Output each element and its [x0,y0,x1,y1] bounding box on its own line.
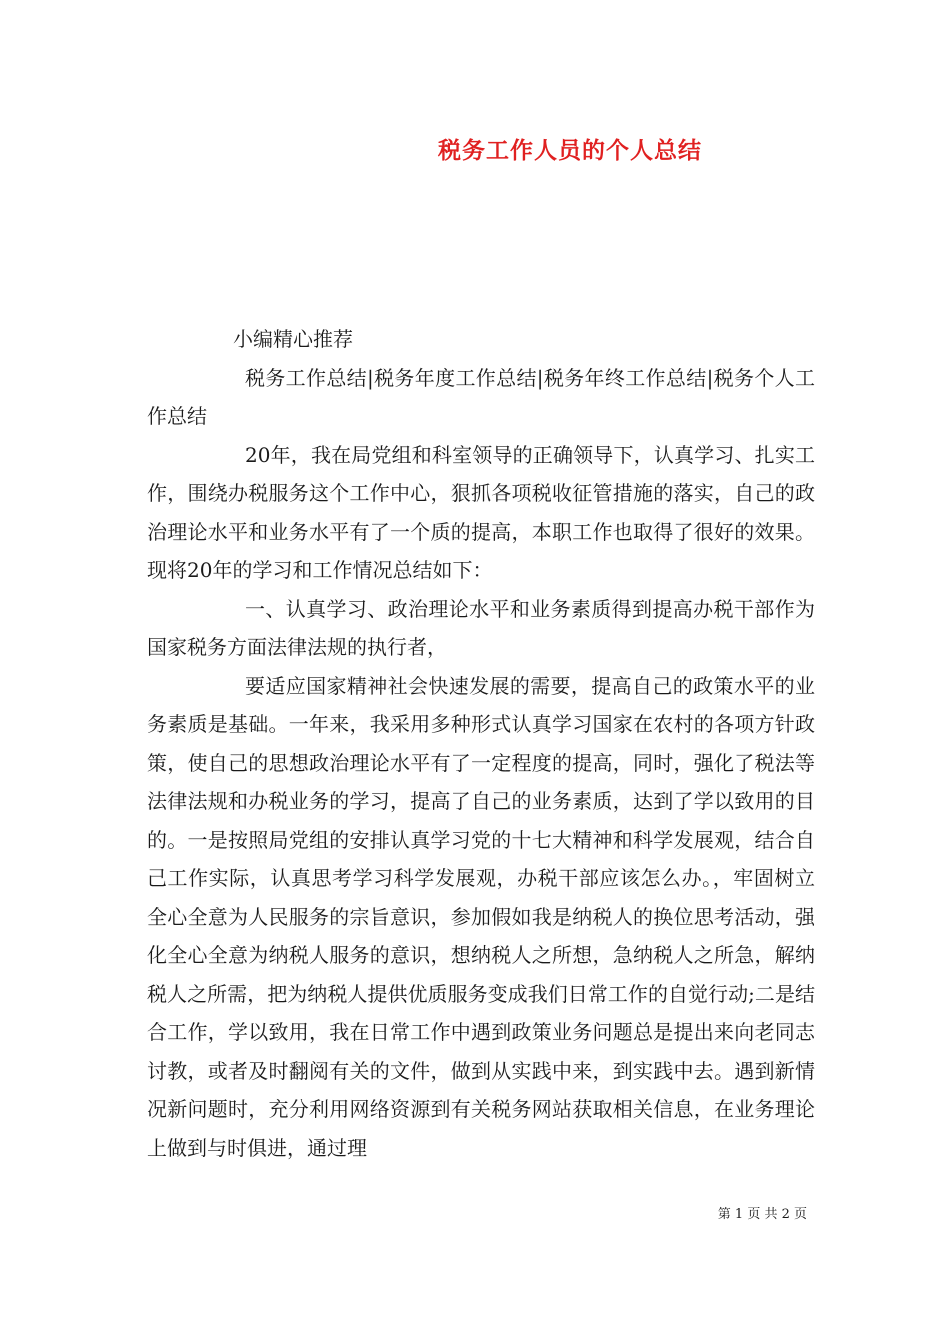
paragraph-2: 一、认真学习、政治理论水平和业务素质得到提高办税干部作为国家税务方面法律法规的执行者， [147,596,815,659]
related-links[interactable]: 税务工作总结|税务年度工作总结|税务年终工作总结|税务个人工作总结 [147,365,815,428]
page-number: 第 1 页 共 2 页 [717,1207,807,1222]
paragraph-1: 20年，我在局党组和科室领导的正确领导下，认真学习、扎实工作，围绕办税服务这个工作中心，狠抓各项税收征管措施的落实，自己的政治理论水平和业务水平有了一个质的提高，本职工作也取得了很好的效果。现将20年的学习和工作情况总结如下： [147,442,815,582]
document-title: 税务工作人员的个人总结 [438,137,702,164]
document-body [147,320,815,1167]
recommend-label: 小编精心推荐 [233,327,353,351]
paragraph-3: 要适应国家精神社会快速发展的需要，提高自己的政策水平的业务素质是基础。一年来，我采用多种形式认真学习国家在农村的各项方针政策，使自己的思想政治理论水平有了一定程度的提高，同时，强化了税法等法律法规和办税业务的学习，提高了自己的业务素质，达到了学以致用的目的。一是按照局党组的安排认真学习党的十七大精神和科学发展观，结合自己工作实际，认真思考学习科学发展观，办税干部应该怎么办。，牢固树立全心全意为人民服务的宗旨意识，参加假如我是纳税人的换位思考活动，强化全心全意为纳税人服务的意识，想纳税人之所想，急纳税人之所急，解纳税人之所需，把为纳税人提供优质服务变成我们日常工作的自觉行动;二是结合工作，学以致用，我在日常工作中遇到政策业务问题总是提出来向老同志讨教，或者及时翻阅有关的文件，做到从实践中来，到实践中去。遇到新情况新问题时，充分利用网络资源到有关税务网站获取相关信息，在业务理论上做到与时俱进，通过理 [147,673,815,1160]
